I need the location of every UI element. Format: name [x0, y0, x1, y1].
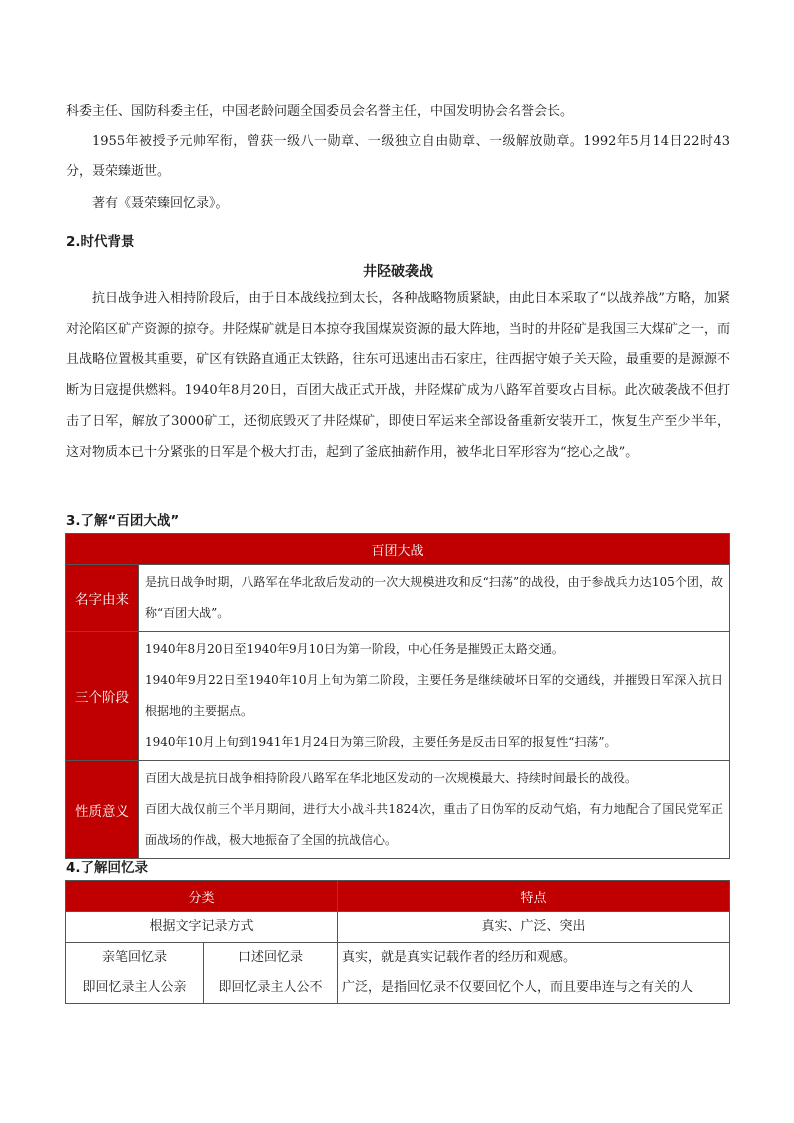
- memoir-type-oral: [204, 943, 338, 1004]
- row-text-line: 1940年8月20日至1940年9月10日为第一阶段，中心任务是摧毁正太路交通。: [145, 642, 564, 656]
- row-content-three-stages: [139, 632, 730, 761]
- battle-title: 井陉破袭战: [363, 264, 433, 280]
- section-heading-hundred-regiments: 3.了解“百团大战”: [66, 513, 180, 529]
- type-description: 即回忆录主人公亲: [82, 980, 187, 995]
- row-text-line: 1940年10月上旬到1941年1月24日为第三阶段，主要任务是反击日军的报复性“扫荡”。: [145, 735, 617, 749]
- feature-details: [338, 943, 730, 1004]
- type-name: 亲笔回忆录: [101, 950, 167, 965]
- column-header-feature: 特点: [338, 881, 730, 912]
- row-content-significance: [139, 761, 730, 859]
- intro-paragraph-honors: 1955年被授予元帅军衔，曾获一级八一勋章、一级独立自由勋章、一级解放勋章。1992年5月14日22时43分，聂荣臻逝世。: [66, 134, 730, 179]
- section-heading-memoir: 4.了解回忆录: [66, 860, 149, 876]
- row-label-three-stages: 三个阶段: [66, 632, 139, 761]
- type-description: 即回忆录主人公不: [218, 980, 323, 995]
- intro-paragraph-works: 著有《聂荣臻回忆录》。: [92, 196, 229, 211]
- feature-authentic: 真实，就是真实记载作者的经历和观感。: [342, 950, 577, 965]
- battle-paragraph: 抗日战争进入相持阶段后，由于日本战线拉到太长，各种战略物质紧缺，由此日本采取了“以战养战”方略，加紧对沦陷区矿产资源的掠夺。井陉煤矿就是日本掠夺我国煤炭资源的最大阵地，当时的井陉矿是我国三大煤矿之一，而且战略位置极其重要，矿区有铁路直通正太铁路，往东可迅速出击石家庄，往西据守娘子关天险，最重要的是源源不断为日寇提供燃料。1940年8月20日，百团大战正式开战，井陉煤矿成为八路军首要攻占目标。此次破袭战不但打击了日军，解放了3000矿工，还彻底毁灭了井陉煤矿，即使日军运来全部设备重新安装开工，恢复生产至少半年，这对物质本已十分紧张的日军是个极大打击，起到了釜底抽薪作用，被华北日军形容为“挖心之战”。: [66, 291, 730, 460]
- column-header-category: 分类: [66, 881, 338, 912]
- feature-broad: 广泛，是指回忆录不仅要回忆个人，而且要串连与之有关的人: [342, 980, 694, 995]
- row-text-line: 1940年9月22日至1940年10月上旬为第二阶段，主要任务是继续破坏日军的交通线，并摧毁日军深入抗日根据地的主要据点。: [145, 673, 724, 718]
- table-title: 百团大战: [66, 534, 730, 565]
- feature-summary: 真实、广泛、突出: [338, 912, 730, 943]
- category-by-recording: 根据文字记录方式: [66, 912, 338, 943]
- row-text-line: 百团大战是抗日战争相持阶段八路军在华北地区发动的一次规模最大、持续时间最长的战役。: [145, 771, 638, 785]
- memoir-table: [65, 880, 730, 1004]
- row-label-significance: 性质意义: [66, 761, 139, 859]
- memoir-type-handwritten: [66, 943, 204, 1004]
- hundred-regiments-table: [65, 533, 730, 859]
- intro-line: 科委主任、国防科委主任，中国老龄问题全国委员会名誉主任，中国发明协会名誉会长。: [66, 104, 574, 119]
- row-label-name-origin: 名字由来: [66, 565, 139, 632]
- section-heading-background: 2.时代背景: [66, 234, 135, 250]
- row-content-name-origin: [139, 565, 730, 632]
- row-text-line: 是抗日战争时期，八路军在华北敌后发动的一次大规模进攻和反“扫荡”的战役，由于参战兵力达105个团，故称“百团大战”。: [145, 575, 724, 620]
- row-text-line: 百团大战仅前三个半月期间，进行大小战斗共1824次，重击了日伪军的反动气焰，有力地配合了国民党军正面战场的作战，极大地振奋了全国的抗战信心。: [145, 802, 724, 847]
- type-name: 口述回忆录: [238, 950, 304, 965]
